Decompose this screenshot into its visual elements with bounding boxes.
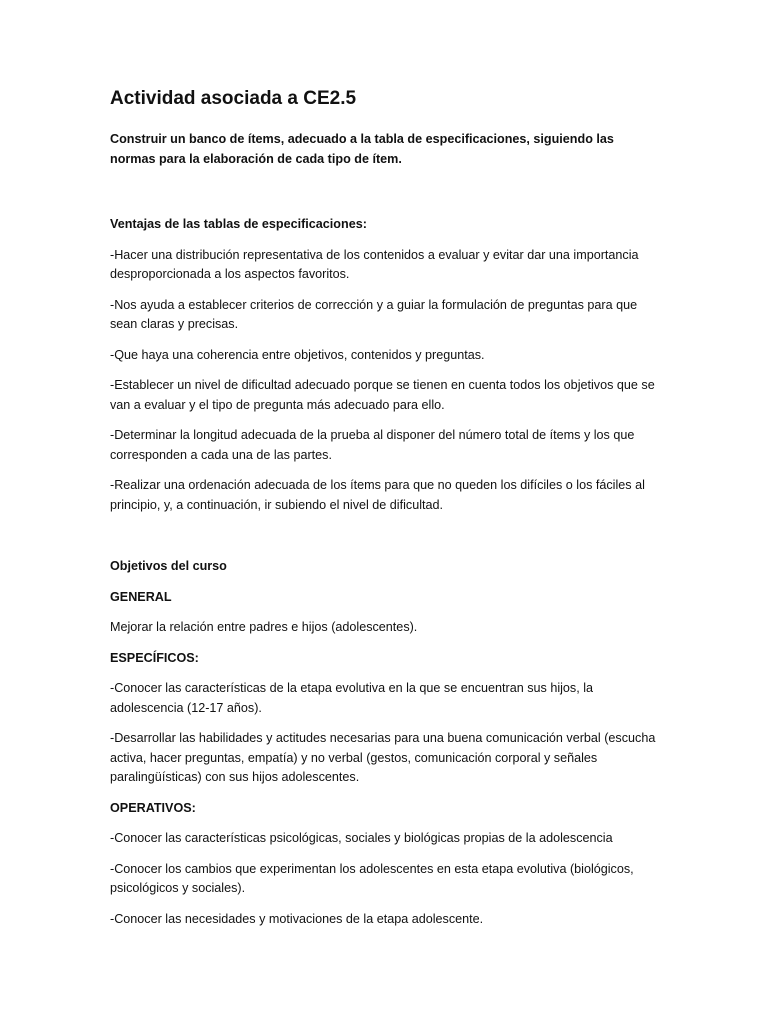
operative-heading: OPERATIVOS: [110,800,196,815]
operative-objective: -Conocer las necesidades y motivaciones de la etapa adolescente. [110,911,484,926]
specific-heading: ESPECÍFICOS: [110,650,199,665]
specific-objective: -Desarrollar las habilidades y actitudes necesarias para una buena comunicación verbal (escucha activa, hacer preguntas, empatía) y no verbal (gestos, comunicación corporal y señales paralingüísticas) con sus hijos adolescentes. [110,731,656,784]
general-heading: GENERAL [110,589,172,604]
advantage-item: -Realizar una ordenación adecuada de los ítems para que no queden los difíciles o los fáciles al principio, y, a continuación, ir subiendo el nivel de dificultad. [110,478,645,512]
advantage-item: -Nos ayuda a establecer criterios de corrección y a guiar la formulación de preguntas para que sean claras y precisas. [110,297,638,331]
advantage-item: -Determinar la longitud adecuada de la prueba al disponer del número total de ítems y los que corresponden a cada una de las partes. [110,428,635,462]
objectives-heading: Objetivos del curso [110,559,227,573]
specific-objective: -Conocer las características de la etapa evolutiva en la que se encuentran sus hijos, la adolescencia (12-17 años). [110,681,594,715]
operative-objective: -Conocer las características psicológicas, sociales y biológicas propias de la adolescencia [110,831,613,845]
operative-objective: -Conocer los cambios que experimentan los adolescentes en esta etapa evolutiva (biológicos, psicológicos y sociales). [110,861,634,895]
advantage-item: -Que haya una coherencia entre objetivos, contenidos y preguntas. [110,347,485,362]
document-title: Actividad asociada a CE2.5 [110,88,357,109]
general-objective: Mejorar la relación entre padres e hijos (adolescentes). [110,620,418,634]
advantage-item: -Establecer un nivel de dificultad adecuado porque se tienen en cuenta todos los objetivos que se van a evaluar y el tipo de pregunta más adecuado para ello. [110,378,655,412]
activity-description: Construir un banco de ítems, adecuado a la tabla de especificaciones, siguiendo las normas para la elaboración de cada tipo de ítem. [110,132,614,166]
section-spacer [110,526,662,557]
document-page [110,86,662,940]
advantage-item: -Hacer una distribución representativa de los contenidos a evaluar y evitar dar una importancia desproporcionada a los aspectos favoritos. [110,247,639,281]
advantages-heading: Ventajas de las tablas de especificaciones: [110,217,367,231]
